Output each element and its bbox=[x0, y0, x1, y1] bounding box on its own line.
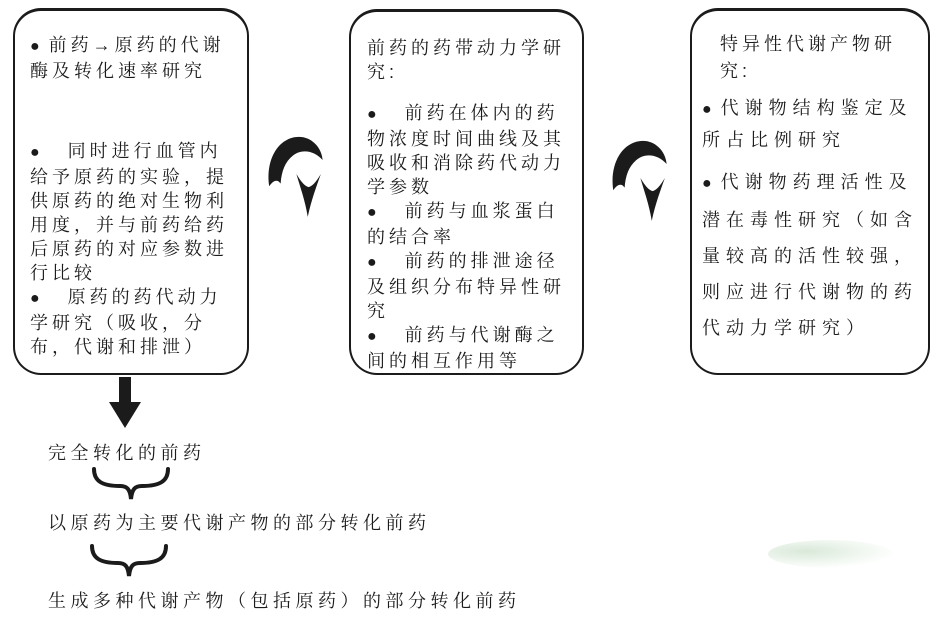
underbrace-icon bbox=[90, 466, 172, 502]
box-title: 特异性代谢产物研究: bbox=[720, 34, 896, 81]
bullet-icon: ● bbox=[702, 175, 712, 192]
bullet-item bbox=[367, 249, 574, 323]
bullet-text: 前药与代谢酶之间的相互作用等 bbox=[367, 325, 559, 371]
underbrace-icon bbox=[88, 543, 170, 579]
bullet-item bbox=[367, 199, 574, 249]
bullet-item bbox=[30, 139, 235, 285]
bullet-icon: ● bbox=[30, 144, 40, 161]
bullet-item bbox=[702, 93, 922, 155]
box-title: 前药的药带动力学研究: bbox=[367, 38, 565, 82]
bullet-icon: ● bbox=[30, 290, 40, 307]
bullet-text: 代谢物药理活性及潜在毒性研究（如含量较高的活性较强，则应进行代谢物的药代动力学研究） bbox=[702, 172, 918, 338]
bullet-text: 前药→原药的代谢酶及转化速率研究 bbox=[30, 35, 225, 81]
bullet-item bbox=[367, 323, 574, 373]
bullet-text: 前药在体内的药物浓度时间曲线及其吸收和消除药代动力学参数 bbox=[367, 103, 565, 197]
bullet-item bbox=[30, 285, 235, 359]
outcome-label-partial-conversion-parent-main: 以原药为主要代谢产物的部分转化前药 bbox=[48, 513, 431, 533]
bullet-text: 前药的排泄途径及组织分布特异性研究 bbox=[367, 251, 565, 321]
bullet-icon: ● bbox=[367, 254, 377, 271]
bullet-text: 原药的药代动力学研究（吸收，分布，代谢和排泄） bbox=[30, 287, 222, 357]
bullet-icon: ● bbox=[702, 101, 712, 118]
bullet-text: 前药与血浆蛋白的结合率 bbox=[367, 201, 559, 247]
outcome-label-fully-converted: 完全转化的前药 bbox=[48, 443, 206, 463]
bullet-item bbox=[30, 33, 235, 83]
curved-arrow-icon bbox=[264, 128, 334, 220]
bullet-icon: ● bbox=[367, 204, 377, 221]
box-specific-metabolite-studies bbox=[690, 8, 930, 375]
bullet-icon: ● bbox=[30, 38, 40, 55]
faint-watermark bbox=[768, 540, 893, 568]
bullet-icon: ● bbox=[367, 328, 377, 345]
down-arrow-icon bbox=[108, 377, 142, 429]
bullet-text: 代谢物结构鉴定及所占比例研究 bbox=[702, 98, 913, 150]
outcome-label-partial-conversion-multiple-metabolites: 生成多种代谢产物（包括原药）的部分转化前药 bbox=[48, 591, 521, 611]
bullet-item bbox=[367, 101, 574, 199]
bullet-icon: ● bbox=[367, 106, 377, 123]
bullet-text: 同时进行血管内给予原药的实验，提供原药的绝对生物利用度，并与前药给药后原药的对应参数进行比较 bbox=[30, 141, 228, 283]
box-prodrug-conversion-studies bbox=[13, 8, 249, 375]
bullet-item bbox=[702, 164, 922, 346]
curved-arrow-icon bbox=[608, 132, 678, 224]
box-prodrug-pharmacokinetic-studies bbox=[349, 9, 584, 375]
